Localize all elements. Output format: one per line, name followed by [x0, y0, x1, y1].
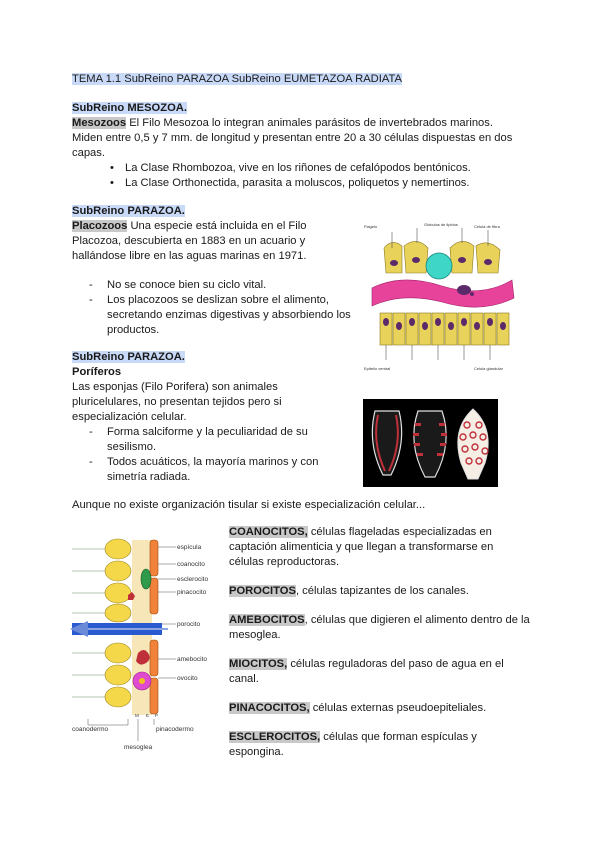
desc: , células que digieren el alimento dentro de la [304, 614, 530, 626]
mesozoa-text-2: Miden entre 0,5 y 7 mm. de longitud y presentan entre 20 a 30 células dispuestas en dos [72, 132, 513, 144]
heading-parazoa: SubReino PARAZOA. [72, 205, 185, 217]
placozoa-dashes [107, 278, 357, 338]
term: PINACOCITOS, [229, 702, 310, 714]
placozoa-diagram [362, 218, 522, 378]
cell-miocitos [229, 657, 539, 687]
cell-coanocitos [229, 525, 539, 570]
list-item: - Todos acuáticos, la mayoría marinos y con simetría radiada. [107, 455, 337, 485]
section-porifera [72, 350, 342, 485]
term: MIOCITOS, [229, 658, 288, 670]
cell-pinacocitos [229, 701, 539, 716]
desc-2: canal. [229, 673, 259, 685]
page-title: TEMA 1.1 SubReino PARAZOA SubReino EUMETAZOA RADIATA [72, 73, 402, 85]
section-placozoa [72, 204, 352, 338]
porifera-intro: Aunque no existe organización tisular si existe especialización celular... [72, 499, 426, 511]
list-item: • La Clase Orthonectida, parasita a moluscos, poliquetos y nemertinos. [125, 176, 532, 191]
cell-porocitos [229, 584, 539, 599]
porifera-dashes [107, 425, 337, 485]
term-mesozoos: Mesozoos [72, 117, 127, 129]
mesozoa-text-3: capas. [72, 147, 105, 159]
label-celula-fibra: Celula de fibra [474, 224, 500, 229]
desc: células reguladoras del paso de agua en el [287, 658, 504, 670]
term: POROCITOS [229, 585, 296, 597]
term: COANOCITOS, [229, 526, 308, 538]
svg-text:P: P [155, 713, 159, 718]
section-mesozoa [72, 101, 532, 191]
label-mesoglea: mesoglea [124, 744, 153, 751]
porifera-text-3: especialización celular. [72, 411, 187, 423]
label-esclerocito: esclerocito [177, 576, 209, 583]
heading-parazoa-2: SubReino PARAZOA. [72, 351, 185, 363]
list-item: - No se conoce bien su ciclo vital. [107, 278, 357, 293]
label-celula-glandular: Celula glandular [474, 366, 503, 371]
term: AMEBOCITOS [229, 614, 305, 626]
list-item: - Los placozoos se deslizan sobre el alimento, secretando enzimas digestivas y absorbiendo los productos. [107, 293, 357, 338]
porifera-text-2: pluricelulares, no presentan tejidos pero si [72, 396, 282, 408]
label-grasa: Globulos de lipidos [424, 222, 458, 227]
label-ovocito: ovocito [177, 675, 198, 682]
mesozoa-text: El Filo Mesozoa lo integran animales parásitos de invertebrados marinos. [126, 117, 493, 129]
svg-text:M: M [135, 713, 139, 718]
cell-types-list [229, 525, 539, 760]
porifera-text: Las esponjas (Filo Porifera) son animales [72, 381, 278, 393]
placozoa-text-2: Placozoa, descubierta en 1883 en un acuario y [72, 235, 306, 247]
desc-2: espongina. [229, 746, 284, 758]
term-placozoos: Placozoos [72, 220, 128, 232]
desc-2: captación alimenticia y que llegan a transformarse en [229, 541, 494, 553]
desc: células flageladas especializadas en [307, 526, 492, 538]
list-item: - Forma salciforme y la peculiaridad de su sesilismo. [107, 425, 337, 455]
cell-esclerocitos [229, 730, 539, 760]
placozoa-text: Una especie está incluida en el Filo [127, 220, 307, 232]
label-pinacocito: pinacocito [177, 589, 207, 596]
sponge-types-diagram [363, 399, 498, 487]
label-porocito: porocito [177, 621, 201, 628]
desc: , células tapizantes de los canales. [295, 585, 469, 597]
placozoa-text-3: hallándose libre en las aguas marinas en 1971. [72, 250, 307, 262]
svg-text:E: E [146, 713, 150, 718]
sponge-cell-diagram [58, 535, 226, 753]
label-flagelo: Flagelo [364, 224, 378, 229]
desc-3: células reproductoras. [229, 556, 340, 568]
label-pinacodermo: pinacodermo [156, 726, 194, 733]
label-coanocito: coanocito [177, 561, 205, 568]
cell-amebocitos [229, 613, 539, 643]
mesozoa-bullets [125, 161, 532, 191]
label-amebocito: amebocito [177, 656, 207, 663]
desc: células externas pseudoepiteliales. [309, 702, 487, 714]
list-item: • La Clase Rhombozoa, vive en los riñones de cefalópodos bentónicos. [125, 161, 532, 176]
label-epitelio-ventral: Epitelio ventral [364, 366, 391, 371]
heading-mesozoa: SubReino MESOZOA. [72, 102, 187, 114]
term: ESCLEROCITOS, [229, 731, 321, 743]
desc: células que forman espículas y [320, 731, 477, 743]
desc-2: mesoglea. [229, 629, 281, 641]
label-espicula: espícula [177, 544, 202, 551]
subheading-poriferos: Poríferos [72, 366, 122, 378]
label-coanodermo: coanodermo [72, 726, 109, 733]
